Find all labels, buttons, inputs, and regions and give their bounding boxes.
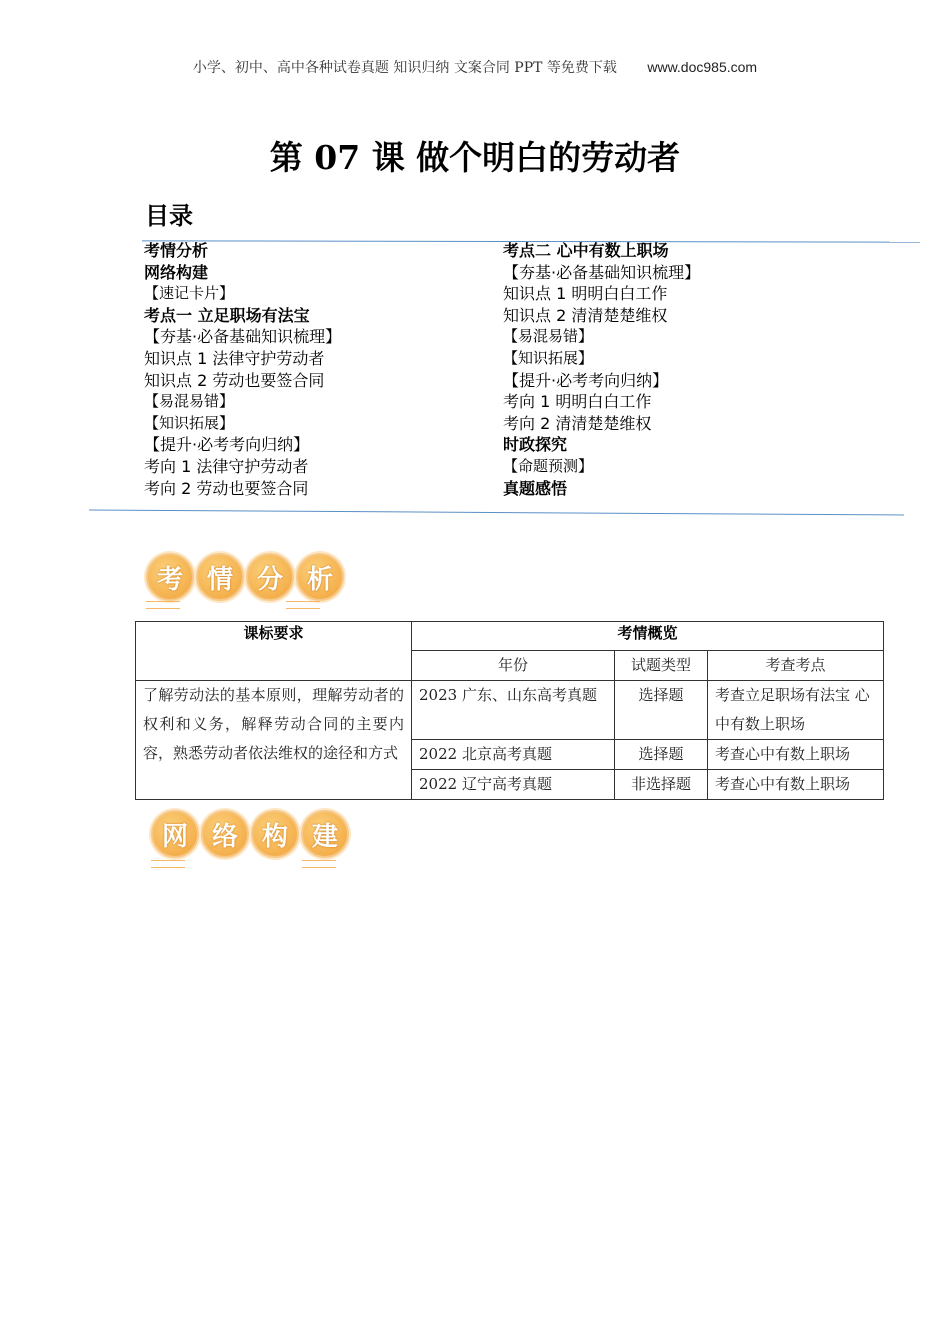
badge-char: 分 — [246, 553, 294, 601]
badge-char: 建 — [301, 810, 349, 858]
cell-point: 考查立足职场有法宝 心中有数上职场 — [708, 681, 884, 740]
header-text: 小学、初中、高中各种试卷真题 知识归纳 文案合同 PPT 等免费下载 — [192, 60, 617, 76]
col-year: 年份 — [412, 651, 615, 681]
cell-type: 非选择题 — [615, 770, 708, 800]
toc-item[interactable]: 【知识拓展】 — [503, 348, 594, 367]
header-requirement: 课标要求 — [136, 622, 412, 681]
toc-item[interactable]: 知识点 1 法律守护劳动者 — [144, 348, 325, 368]
header-url[interactable]: www.doc985.com — [647, 59, 758, 75]
toc-item[interactable]: 【夯基·必备基础知识梳理】 — [503, 262, 701, 282]
toc-right-column — [503, 240, 863, 499]
badge-char: 情 — [196, 553, 244, 601]
table-row — [136, 681, 884, 740]
header-overview: 考情概览 — [412, 622, 884, 651]
cell-point: 考查心中有数上职场 — [708, 740, 884, 770]
toc-item[interactable]: 考向 1 明明白白工作 — [503, 392, 652, 412]
toc-item[interactable]: 时政探究 — [503, 435, 568, 455]
cell-type: 选择题 — [615, 681, 708, 740]
toc-item[interactable]: 真题感悟 — [503, 478, 568, 498]
badge-decor-lines — [286, 601, 320, 609]
requirement-text: 了解劳动法的基本原则，理解劳动者的权利和义务，解释劳动合同的主要内容，熟悉劳动者依法维权的途径和方式 — [136, 681, 412, 800]
badge-decor-lines — [146, 601, 180, 609]
badge-char: 考 — [146, 553, 194, 601]
cell-year: 2022 辽宁高考真题 — [412, 770, 615, 800]
toc-item[interactable]: 考向 2 清清楚楚维权 — [503, 413, 652, 433]
toc-left-column — [144, 240, 484, 499]
col-point: 考查考点 — [708, 651, 884, 681]
page-title: 第 07 课 做个明白的劳动者 — [269, 138, 681, 177]
toc-divider-bottom — [89, 510, 904, 516]
cell-year: 2023 广东、山东高考真题 — [412, 681, 615, 740]
toc-item[interactable]: 考向 1 法律守护劳动者 — [144, 456, 309, 476]
col-type: 试题类型 — [615, 651, 708, 681]
toc-item[interactable]: 考情分析 — [144, 241, 209, 260]
toc-item[interactable]: 知识点 2 清清楚楚维权 — [503, 305, 668, 325]
toc-item[interactable]: 【易混易错】 — [503, 327, 594, 346]
toc-item[interactable]: 考向 2 劳动也要签合同 — [144, 478, 309, 498]
toc-item[interactable]: 知识点 1 明明白白工作 — [503, 284, 668, 304]
cell-point: 考查心中有数上职场 — [708, 770, 884, 800]
toc-item[interactable]: 【提升·必考考向归纳】 — [144, 435, 310, 455]
cell-year: 2022 北京高考真题 — [412, 740, 615, 770]
toc-item[interactable]: 【提升·必考考向归纳】 — [503, 370, 669, 390]
badge-char: 网 — [151, 810, 199, 858]
badge-decor-lines — [151, 860, 185, 868]
badge-char: 构 — [251, 810, 299, 858]
toc-heading: 目录 — [145, 202, 193, 230]
toc-item[interactable]: 考点一 立足职场有法宝 — [144, 305, 310, 325]
toc-item[interactable]: 【速记卡片】 — [144, 284, 235, 303]
toc-item[interactable]: 【知识拓展】 — [144, 413, 235, 432]
cell-type: 选择题 — [615, 740, 708, 770]
badge-char: 析 — [296, 553, 344, 601]
section-badge-exam-analysis — [146, 553, 344, 601]
exam-overview-table — [135, 621, 884, 800]
toc-item[interactable]: 【命题预测】 — [503, 456, 594, 475]
toc-item[interactable]: 网络构建 — [144, 262, 209, 282]
toc-item[interactable]: 【易混易错】 — [144, 392, 235, 411]
badge-char: 络 — [201, 810, 249, 858]
badge-decor-lines — [302, 860, 336, 868]
section-badge-network — [151, 810, 349, 858]
table-border-gap — [348, 800, 428, 804]
toc-item[interactable]: 知识点 2 劳动也要签合同 — [144, 370, 325, 390]
toc-item[interactable]: 考点二 心中有数上职场 — [503, 241, 669, 260]
page-header — [0, 57, 950, 77]
toc-item[interactable]: 【夯基·必备基础知识梳理】 — [144, 327, 342, 347]
